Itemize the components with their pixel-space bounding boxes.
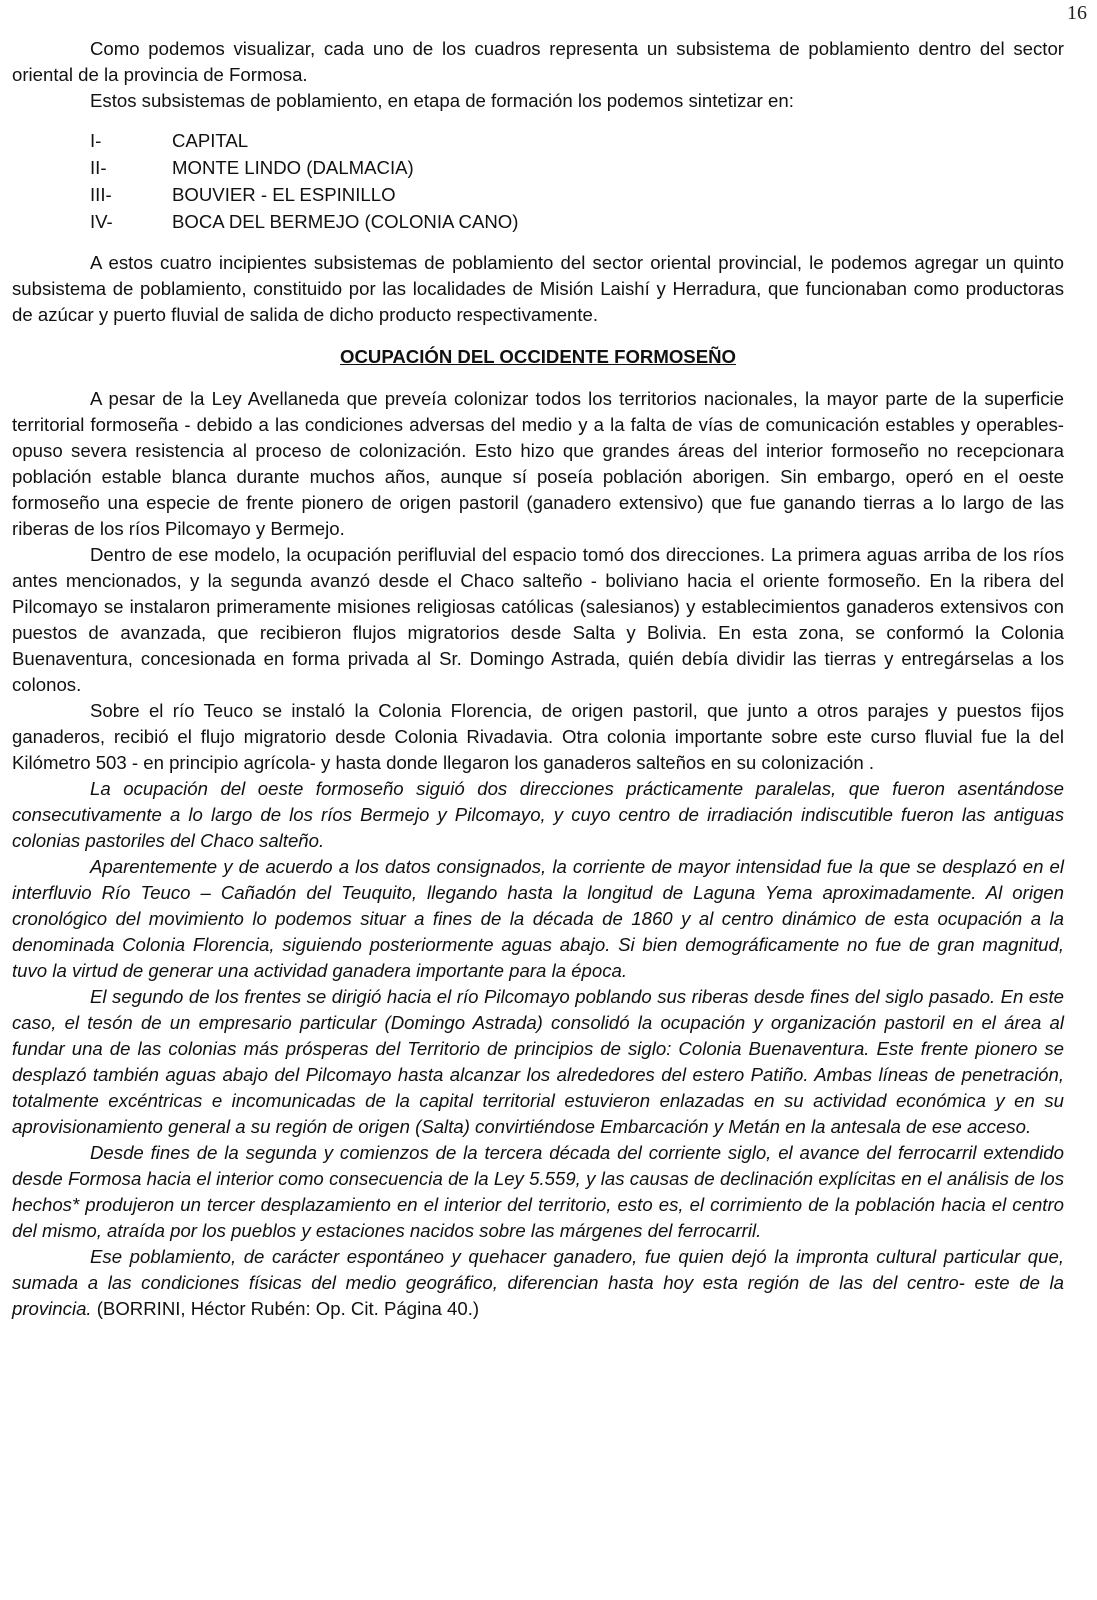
page-content [12, 36, 1064, 1322]
subsystem-list [90, 128, 1064, 236]
list-item-number: IV- [90, 211, 113, 232]
italic-paragraph: El segundo de los frentes se dirigió hacia el río Pilcomayo poblando sus riberas desde fines del siglo pasado. En este caso, el tesón de un empresario particular (Domingo Astrada) consolidó la ocupación y organización pastoril en el área al fundar una de las colonias más prósperas del Territorio de principios de siglo: Colonia Buenaventura. Este frente pionero se desplazó también aguas abajo del Pilcomayo hasta alcanzar los alrededores del estero Patiño. Ambas líneas de penetración, totalmente excéntricas e incomunicadas de la capital territorial estuvieron enlazadas en su actividad económica y en su aprovisionamiento general a su región de origen (Salta) convirtiéndose Embarcación y Metán en la antesala de ese acceso. [12, 986, 1064, 1137]
list-item-number: III- [90, 184, 112, 205]
list-item [90, 128, 1064, 155]
citation: (BORRINI, Héctor Rubén: Op. Cit. Página 40.) [91, 1298, 480, 1319]
list-item-number: I- [90, 130, 102, 151]
list-item-label: MONTE LINDO (DALMACIA) [172, 157, 414, 178]
closing-italic-text: Ese poblamiento, de carácter espontáneo y quehacer ganadero, fue quien dejó la impronta cultural particular que, sumada a las condiciones físicas del medio geográfico, diferencian hasta hoy esta región de las del centro- este de la provincia. [12, 1246, 1064, 1319]
italic-paragraph: Aparentemente y de acuerdo a los datos consignados, la corriente de mayor intensidad fue la que se desplazó en el interfluvio Río Teuco – Cañadón del Teuquito, llegando hasta la longitud de Laguna Yema aproximadamente. Al origen cronológico del movimiento lo podemos situar a fines de la década de 1860 y al centro dinámico de esta ocupación a la denominada Colonia Florencia, siguiendo posteriormente aguas abajo. Si bien demográficamente no fue de gran magnitud, tuvo la virtud de generar una actividad ganadera importante para la época. [12, 856, 1064, 981]
list-item [90, 155, 1064, 182]
closing-paragraph [12, 1244, 1064, 1322]
intro-paragraph: Como podemos visualizar, cada uno de los cuadros representa un subsistema de poblamiento dentro del sector oriental de la provincia de Formosa. [12, 38, 1064, 85]
body-paragraph: A estos cuatro incipientes subsistemas de poblamiento del sector oriental provincial, le podemos agregar un quinto subsistema de poblamiento, constituido por las localidades de Misión Laishí y Herradura, que funcionaban como productoras de azúcar y puerto fluvial de salida de dicho producto respectivamente. [12, 252, 1064, 325]
list-item [90, 209, 1064, 236]
italic-paragraph: Desde fines de la segunda y comienzos de la tercera década del corriente siglo, el avance del ferrocarril extendido desde Formosa hacia el interior como consecuencia de la Ley 5.559, y las causas de declinación explícitas en el análisis de los hechos* produjeron un tercer desplazamiento en el interior del territorio, esto es, el corrimiento de la población hacia el centro del mismo, atraída por los pueblos y estaciones nacidos sobre las márgenes del ferrocarril. [12, 1142, 1064, 1241]
list-item-label: CAPITAL [172, 130, 249, 151]
list-item-number: II- [90, 157, 107, 178]
intro-paragraph: Estos subsistemas de poblamiento, en etapa de formación los podemos sintetizar en: [90, 90, 794, 111]
body-paragraph: Sobre el río Teuco se instaló la Colonia Florencia, de origen pastoril, que junto a otros parajes y puestos fijos ganaderos, recibió el flujo migratorio desde Colonia Rivadavia. Otra colonia importante sobre este curso fluvial fue la del Kilómetro 503 - en principio agrícola- y hasta donde llegaron los ganaderos salteños en su colonización . [12, 700, 1064, 773]
list-item-label: BOCA DEL BERMEJO (COLONIA CANO) [172, 211, 519, 232]
italic-paragraph: La ocupación del oeste formoseño siguió dos direcciones prácticamente paralelas, que fueron asentándose consecutivamente a lo largo de los ríos Bermejo y Pilcomayo, y cuyo centro de irradiación indiscutible fueron las antiguas colonias pastoriles del Chaco salteño. [12, 778, 1064, 851]
body-paragraph: A pesar de la Ley Avellaneda que preveía colonizar todos los territorios nacionales, la mayor parte de la superficie territorial formoseña - debido a las condiciones adversas del medio y a la falta de vías de comunicación estables y operables- opuso severa resistencia al proceso de colonización. Esto hizo que grandes áreas del interior formoseño no recepcionara población estable blanca durante muchos años, aunque sí poseía población aborigen. Sin embargo, operó en el oeste formoseño una especie de frente pionero de origen pastoril (ganadero extensivo) que fue ganando tierras a lo largo de las riberas de los ríos Pilcomayo y Bermejo. [12, 388, 1064, 539]
body-paragraph: Dentro de ese modelo, la ocupación perifluvial del espacio tomó dos direcciones. La primera aguas arriba de los ríos antes mencionados, y la segunda avanzó desde el Chaco salteño - boliviano hacia el oriente formoseño. En la ribera del Pilcomayo se instalaron primeramente misiones religiosas católicas (salesianos) y establecimientos ganaderos extensivos con puestos de avanzada, que recibieron flujos migratorios desde Salta y Bolivia. En esta zona, se conformó la Colonia Buenaventura, concesionada en forma privada al Sr. Domingo Astrada, quién debía dividir las tierras y entregárselas a los colonos. [12, 544, 1064, 695]
list-item-label: BOUVIER - EL ESPINILLO [172, 184, 396, 205]
page-number: 16 [1067, 2, 1087, 24]
list-item [90, 182, 1064, 209]
section-title: OCUPACIÓN DEL OCCIDENTE FORMOSEÑO [340, 346, 736, 367]
